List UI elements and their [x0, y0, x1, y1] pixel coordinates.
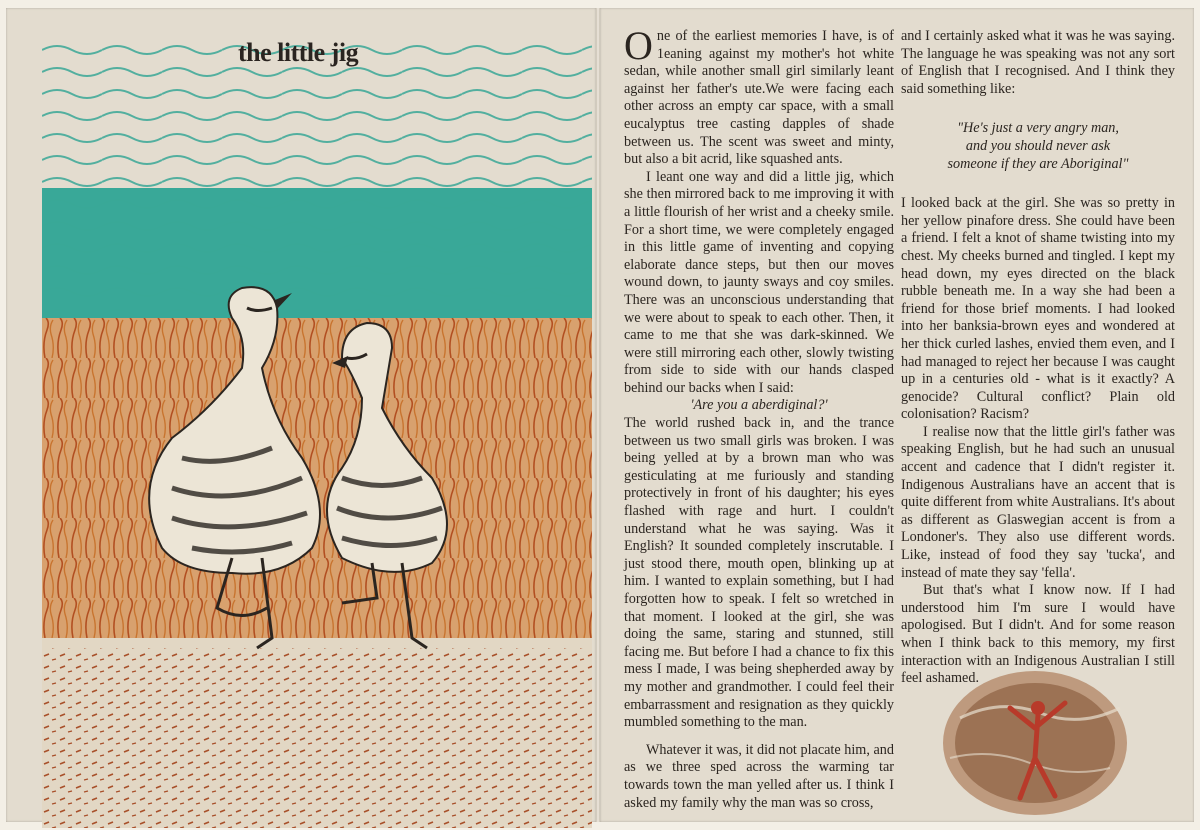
emu-chicks-illustration: [42, 38, 592, 828]
figure-monoprint-illustration: [940, 668, 1130, 818]
paragraph-1-text: ne of the earliest memories I have, is of 1eaning against my mother's hot white sedan, while another small girl similarly leant against her father's ute.We were facing each other across an empty car space, with a small eucalyptus tree casting dapples of shade between us. The scent was sweet and minty, but also a bit acrid, like squashed ants.: [624, 28, 894, 168]
text-column-1: [624, 23, 894, 812]
paragraph-5: and I certainly asked what it was he was saying. The language he was speaking was not any sort of English that I recognised. And I think they said something like:: [901, 28, 1175, 97]
quote-line-3: someone if they are Aboriginal": [947, 155, 1129, 172]
paragraph-8: But that's what I know now. If I had understood him I'm sure I would have apologised. But I didn't. And for some reason when I think back to this memory, my first interaction with an Indigenous Australian I still feel ashamed.: [901, 582, 1175, 687]
left-page: [6, 8, 596, 822]
quote-line-1: "He's just a very angry man,: [957, 120, 1119, 137]
drop-cap: O: [624, 23, 653, 68]
paragraph-6: I looked back at the girl. She was so pretty in her yellow pinafore dress. She could have been a friend. I felt a knot of shame twisting into my chest. My cheeks burned and tingled. I kept my head down, my eyes directed on the black rubble beneath me. In a way she had been a friend for those brief moments. I had looked into her banksia-brown eyes and wondered at her thick curled lashes, envied them even, and I had managed to reject her because I was caught up in a centuries old - what is it exactly? A genocide? Cultural conflict? Plain old colonisation? Racism?: [901, 195, 1175, 423]
paragraph-4: Whatever it was, it did not placate him, and as we three sped across the warming tar towards town the man yelled after us. I think I asked my family why the man was so cross,: [624, 741, 894, 811]
quote-aberdiginal: 'Are you a aberdiginal?': [690, 397, 828, 414]
quote-line-2: and you should never ask: [965, 137, 1111, 154]
text-column-2: [901, 28, 1175, 688]
paragraph-2: I leant one way and did a little jig, which she then mirrored back to me improving it with a little flourish of her wrist and a cheeky smile. For a short time, we were completely engaged in this little game of inventing and copying elaborate dance steps, but then our moves wound down, to jaunty sways and coy smiles. There was an unconscious understanding that we were about to speak to each other. Then, it came to me that she was dark-skinned. We were still mirroring each other, slowly twisting from side to side with our hands clasped behind our backs when I said:: [624, 168, 894, 396]
paragraph-7: I realise now that the little girl's father was speaking English, but he had such an unusual accent and cadence that I didn't register it. Indigenous Australians have an accent that is quite different from white Australians. It's about as different as Glaswegian accent is from a Londoner's. They also use different words. Like, instead of food they say 'tucka', and instead of mate they say 'fella'.: [901, 423, 1175, 581]
page-title: the little jig: [238, 38, 359, 67]
quote-angry-man: [901, 120, 1175, 173]
paragraph-3: The world rushed back in, and the trance between us two small girls was broken. I was being yelled at by a brown man who was gesticulating at me furiously and standing protectively in front of his daughter; his eyes flashed with rage and hurt. I couldn't understand what he was saying. Was it English? It sounded completely inscrutable. I just stood there, mouth open, blinking up at him. I wanted to explain something, but I had forgotten how to speak. I felt so wretched in that moment. I looked at the girl, she was doing the same, staring and stunned, still facing me. But before I had a chance to fix this mess I made, I was being shepherded away by my mother and grandmother. I could feel their embarrassment and resignation as they quickly mumbled something to the man.: [624, 415, 894, 731]
paragraph-1: [624, 23, 894, 169]
